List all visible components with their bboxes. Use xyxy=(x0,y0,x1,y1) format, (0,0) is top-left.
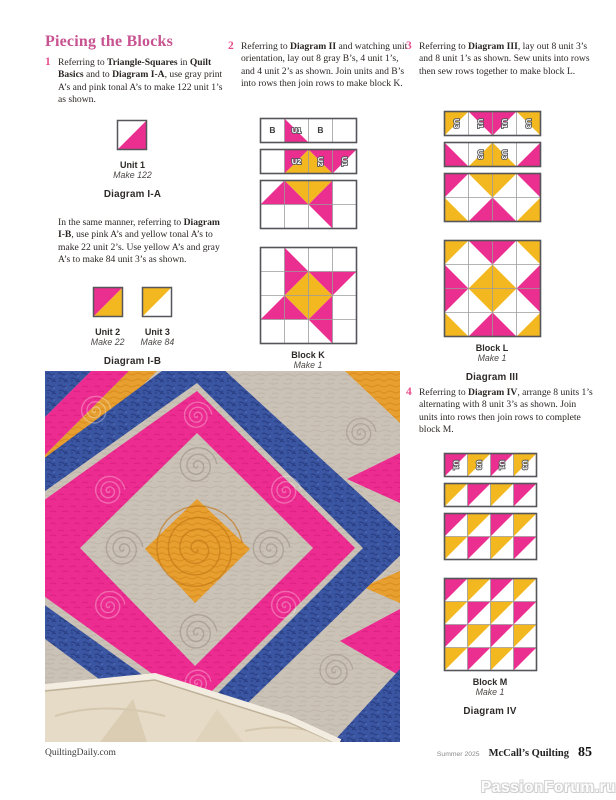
quilt-diagram-piece xyxy=(443,110,542,137)
block-label: Block K xyxy=(291,350,325,360)
step-number: 2 xyxy=(228,40,234,52)
svg-text:U3: U3 xyxy=(451,118,461,129)
quilt-diagram-piece xyxy=(259,246,358,345)
footer-issue: Summer 2025 xyxy=(436,751,480,758)
page-title: Piecing the Blocks xyxy=(45,33,174,50)
svg-text:U3: U3 xyxy=(473,460,483,470)
diagram-caption: Diagram III xyxy=(465,372,519,383)
watermark: PassionForum.ru xyxy=(481,779,616,796)
svg-text:U3: U3 xyxy=(475,149,485,160)
svg-text:B: B xyxy=(268,125,276,136)
paragraph-text: In the same manner, referring to Diagram I-B, use pink A’s and yellow tonal A’s to make 22 unit 2’s. Use yellow A’s and gray A’s to make 84 unit 3’s as shown. xyxy=(58,217,220,266)
block-make-count: Make 1 xyxy=(293,360,323,370)
block-label: Block M xyxy=(472,677,508,687)
unit-make-count: Make 84 xyxy=(140,337,175,347)
step-text: Referring to Diagram IV, arrange 8 units 1’s alternating with 8 unit 3’s as shown. Join units into rows then join rows to complete block M. xyxy=(419,387,593,436)
svg-text:U1: U1 xyxy=(499,118,509,129)
step-text: Referring to Diagram II and watching unit orientation, lay out 8 gray B’s, 4 unit 1’s, and 4 unit 2’s as shown. Join units and B’s into rows then join rows to make block K. xyxy=(241,41,408,90)
svg-text:U1: U1 xyxy=(339,156,349,167)
unit-swatch-svg xyxy=(141,286,173,318)
unit-label: Unit 1 xyxy=(119,160,145,170)
svg-text:U3: U3 xyxy=(519,460,529,470)
block-label: Block L xyxy=(475,343,509,353)
step-3 xyxy=(406,41,594,78)
unit-3 xyxy=(141,286,175,347)
block-l-pieces xyxy=(417,110,567,338)
unit-1 xyxy=(113,119,152,180)
unit-swatch-svg xyxy=(116,119,148,151)
unit-3-swatch xyxy=(141,286,173,323)
svg-text:U1: U1 xyxy=(291,126,301,136)
unit-swatch-row xyxy=(45,286,220,347)
block-make-count: Make 1 xyxy=(477,353,507,363)
block-make-count: Make 1 xyxy=(475,687,505,697)
unit-1-swatch xyxy=(116,119,148,156)
quilt-diagram-piece xyxy=(443,141,542,168)
unit-label: Unit 2 xyxy=(95,327,121,337)
step-number: 1 xyxy=(45,56,51,68)
svg-text:U1: U1 xyxy=(450,460,460,470)
svg-text:U2: U2 xyxy=(291,157,301,167)
svg-text:U3: U3 xyxy=(499,149,509,160)
unit-make-count: Make 122 xyxy=(113,170,152,180)
unit-make-count: Make 22 xyxy=(90,337,125,347)
quilt-diagram-piece xyxy=(259,148,358,175)
step-text: Referring to Triangle-Squares in Quilt Basics and to Diagram I-A, use gray print A’s and pink tonal A’s to make 122 unit 1’s as shown. xyxy=(58,57,223,106)
quilt-diagram-piece xyxy=(443,172,542,223)
diagram-ii xyxy=(233,117,383,390)
quilt-diagram-piece xyxy=(443,577,538,672)
quilt-photo xyxy=(45,371,400,742)
unit-label: Unit 3 xyxy=(144,327,170,337)
step-4 xyxy=(406,387,594,437)
diagram-iii xyxy=(417,110,567,383)
quilt-diagram-piece xyxy=(443,482,538,508)
diagram-i-b xyxy=(45,286,220,367)
quilt-diagram-piece xyxy=(443,452,538,478)
step-2 xyxy=(228,41,408,91)
svg-text:B: B xyxy=(316,125,324,136)
quilt-diagram-piece xyxy=(259,117,358,144)
unit-2-swatch xyxy=(92,286,124,323)
diagram-i-a xyxy=(45,119,220,200)
paragraph-diagram-ib xyxy=(45,217,229,267)
step-text: Referring to Diagram III, lay out 8 unit 3’s and 8 unit 1’s as shown. Sew units into rows then sew rows together to make block L. xyxy=(419,41,590,77)
diagram-caption: Diagram I-A xyxy=(103,189,162,200)
svg-text:U1: U1 xyxy=(496,460,506,470)
diagram-iv xyxy=(415,452,565,717)
quilt-diagram-piece xyxy=(443,512,538,561)
step-1 xyxy=(45,57,225,107)
block-k-pieces xyxy=(233,117,383,345)
diagram-caption: Diagram IV xyxy=(463,706,517,717)
diagram-caption: Diagram I-B xyxy=(103,356,162,367)
quilt-diagram-piece xyxy=(259,179,358,230)
svg-text:U1: U1 xyxy=(475,118,485,129)
unit-swatch-row xyxy=(45,119,220,180)
footer-right xyxy=(437,745,592,761)
svg-text:U3: U3 xyxy=(523,118,533,129)
unit-2 xyxy=(91,286,125,347)
unit-swatch-svg xyxy=(92,286,124,318)
quilt-diagram-piece xyxy=(443,239,542,338)
footer-page-number: 85 xyxy=(578,745,592,760)
svg-text:U2: U2 xyxy=(315,156,325,167)
step-number: 3 xyxy=(406,40,412,52)
footer-magazine: McCall’s Quilting xyxy=(488,748,569,759)
block-m-pieces xyxy=(415,452,565,672)
footer-website: QuiltingDaily.com xyxy=(45,748,116,758)
step-number: 4 xyxy=(406,386,412,398)
